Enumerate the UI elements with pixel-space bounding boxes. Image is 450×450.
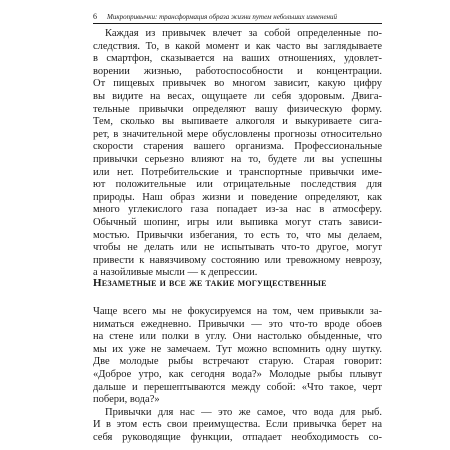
text-line: Обычный шопинг, игры или выпивка могут стать зависи- (93, 216, 382, 228)
text-line: вы видите на весах, ощущаете ли себя здоровым. Двига- (93, 90, 382, 102)
text-line: Каждая из привычек влечет за собой определенные по- (105, 28, 382, 39)
text-line: И в этом есть свои преимущества. Если привычка берет на (93, 419, 382, 431)
text-line: Привычки для нас — это же самое, что вода для рыб. (105, 406, 382, 418)
text-line: природы. Наш образ жизни и поведение определяют, как (93, 191, 382, 203)
text-line: чтобы не делать или не испытывать что-то другое, могут (93, 242, 382, 254)
text-line: в смартфон, сказывается на ваших отношениях, удовлет- (93, 53, 382, 65)
text-line: привычки серьезно влияют на то, будете ли вы успешны (93, 153, 382, 165)
text-line: ворении жизнью, работоспособности и концентрации. (93, 65, 382, 77)
text-line: много углекислого газа попадает из-за нас в атмосферу. (93, 204, 382, 216)
paragraph-consequences (93, 28, 382, 280)
text-line: скорости старения вашего организма. Профессиональные (93, 141, 382, 153)
text-line: а назойливые мысли — к депрессии. (93, 267, 258, 279)
text-line: Две молодые рыбы встречают старую. Старая говорит: (93, 356, 382, 368)
text-line: следствия. То, в какой момент и как часто вы заглядываете (93, 40, 382, 52)
text-line: дальше и перешептываются между собой: «Что такое, черт (93, 381, 382, 393)
text-line: ниматься ежедневно. Привычки — это что-то вроде обоев (93, 318, 382, 330)
text-line: тельные привычки определяют вашу физическую форму. (93, 103, 382, 115)
section-heading: Незаметные и все же такие могущественные (93, 277, 327, 289)
paragraph-unnoticed (93, 306, 382, 445)
text-line: От пищевых привычек во многом зависит, какую цифру (93, 78, 382, 90)
text-line: Тем, сколько вы выпиваете алкоголя и выкуриваете сига- (93, 116, 382, 128)
text-line: мы их уже не замечаем. Тут можно вспомнить одну шутку. (93, 343, 382, 355)
text-line: рет, в значительной мере обусловлены прогнозы относительно (93, 128, 382, 140)
text-line: ют положительные или отрицательные последствия для (93, 179, 382, 191)
running-title: Микропривычки: трансформация образа жизни путем небольших изменений (107, 13, 338, 21)
text-line: себя руководящие функции, отпадает необходимость со- (93, 431, 382, 443)
text-line: мостью. Привычки избегания, то есть то, что мы делаем, (93, 229, 382, 241)
page-number: 6 (93, 12, 97, 21)
text-line: «Доброе утро, как сегодня вода?» Молодые рыбы плывут (93, 368, 382, 380)
text-line: Чаще всего мы не фокусируемся на том, чем привыкли за- (93, 306, 382, 317)
text-line: или нет. Потребительские и транспортные привычки име- (93, 166, 382, 178)
text-line: на стене или полки в углу. Они настолько обыденные, что (93, 331, 382, 343)
text-line: привести к навязчивому состоянию или тревожному неврозу, (93, 254, 382, 266)
running-header (93, 12, 382, 24)
text-line: побери, вода?» (93, 394, 160, 406)
